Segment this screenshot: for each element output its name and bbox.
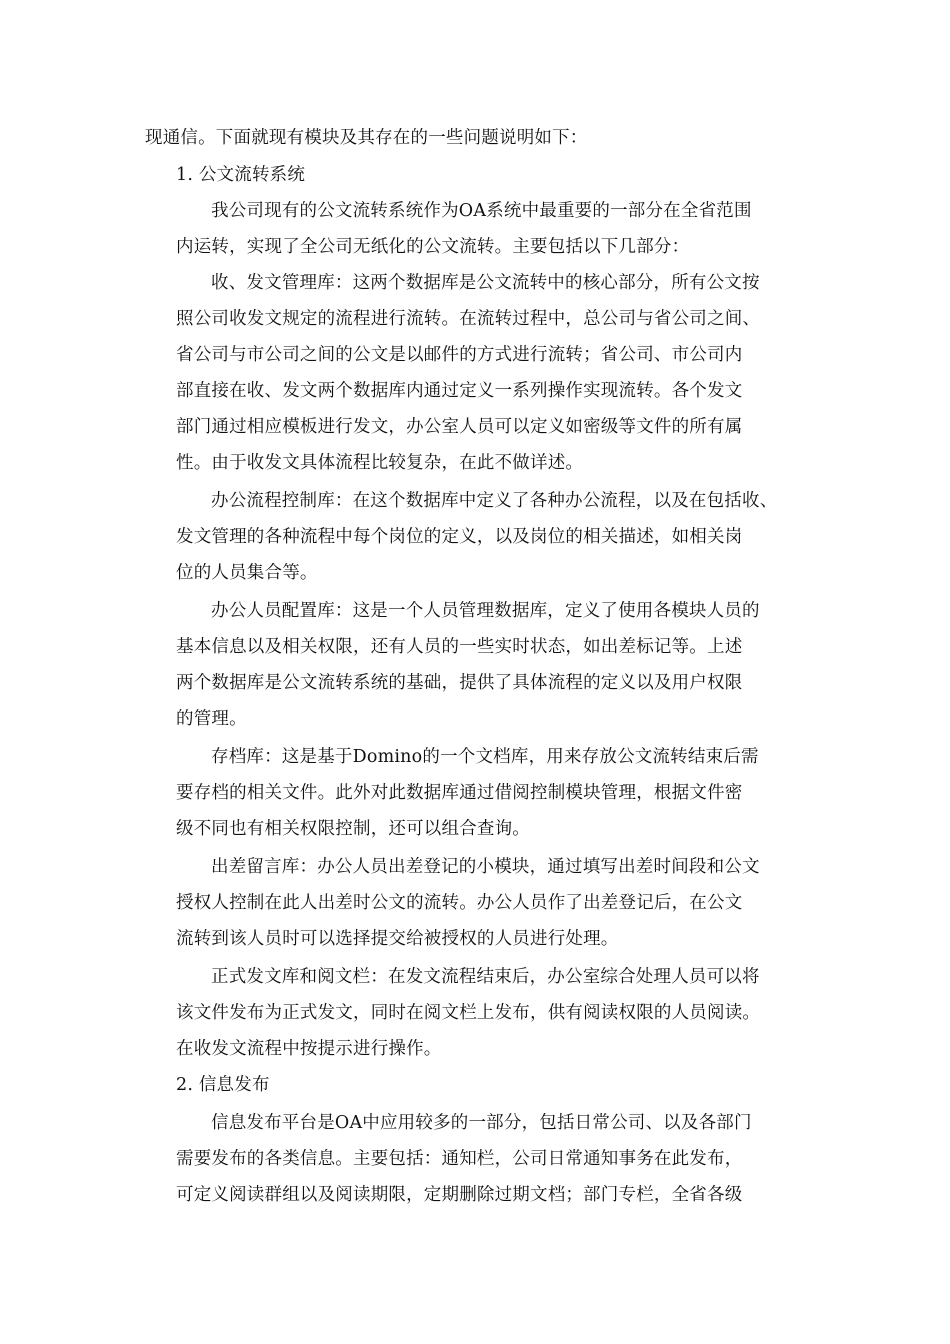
- text-line: 需要发布的各类信息。主要包括：通知栏，公司日常通知事务在此发布，: [176, 1149, 743, 1169]
- text-line: 的管理。: [176, 709, 247, 729]
- text-line: 部直接在收、发文两个数据库内通过定义一系列操作实现流转。各个发文: [176, 381, 743, 401]
- text-line: 在收发文流程中按提示进行操作。: [176, 1039, 442, 1059]
- text-line: 正式发文库和阅文栏：在发文流程结束后，办公室综合处理人员可以将: [211, 967, 760, 987]
- text-line: 授权人控制在此人出差时公文的流转。办公人员作了出差登记后，在公文: [176, 893, 743, 913]
- text-line: 两个数据库是公文流转系统的基础，提供了具体流程的定义以及用户权限: [176, 673, 743, 693]
- text-line: 要存档的相关文件。此外对此数据库通过借阅控制模块管理，根据文件密: [176, 783, 743, 803]
- text-line: 办公流程控制库：在这个数据库中定义了各种办公流程，以及在包括收、: [211, 491, 778, 511]
- text-line: 级不同也有相关权限控制，还可以组合查询。: [176, 819, 530, 839]
- text-line: 流转到该人员时可以选择提交给被授权的人员进行处理。: [176, 929, 619, 949]
- text-line: 信息发布平台是OA中应用较多的一部分，包括日常公司、以及各部门: [211, 1113, 752, 1133]
- text-line: 位的人员集合等。: [176, 563, 318, 583]
- text-line: 可定义阅读群组以及阅读期限，定期删除过期文档；部门专栏，全省各级: [176, 1185, 743, 1205]
- text-line: 部门通过相应模板进行发文，办公室人员可以定义如密级等文件的所有属: [176, 417, 743, 437]
- text-line: 收、发文管理库：这两个数据库是公文流转中的核心部分，所有公文按: [211, 273, 760, 293]
- text-line: 省公司与市公司之间的公文是以邮件的方式进行流转；省公司、市公司内: [176, 345, 743, 365]
- text-line: 性。由于收发文具体流程比较复杂，在此不做详述。: [176, 453, 584, 473]
- text-line: 办公人员配置库：这是一个人员管理数据库，定义了使用各模块人员的: [211, 601, 760, 621]
- section-heading: 2. 信息发布: [176, 1075, 270, 1095]
- text-line: 内运转，实现了全公司无纸化的公文流转。主要包括以下几部分：: [176, 237, 690, 257]
- text-line: 我公司现有的公文流转系统作为OA系统中最重要的一部分在全省范围: [211, 201, 752, 221]
- text-line: 照公司收发文规定的流程进行流转。在流转过程中，总公司与省公司之间、: [176, 309, 761, 329]
- text-line: 该文件发布为正式发文，同时在阅文栏上发布，供有阅读权限的人员阅读。: [176, 1003, 761, 1023]
- text-line: 现通信。下面就现有模块及其存在的一些问题说明如下：: [145, 128, 588, 148]
- text-line: 基本信息以及相关权限，还有人员的一些实时状态，如出差标记等。上述: [176, 637, 743, 657]
- text-line: 存档库：这是基于Domino的一个文档库，用来存放公文流转结束后需: [211, 747, 759, 767]
- text-line: 出差留言库：办公人员出差登记的小模块，通过填写出差时间段和公文: [211, 857, 760, 877]
- text-line: 发文管理的各种流程中每个岗位的定义，以及岗位的相关描述，如相关岗: [176, 527, 743, 547]
- section-heading: 1. 公文流转系统: [176, 165, 306, 185]
